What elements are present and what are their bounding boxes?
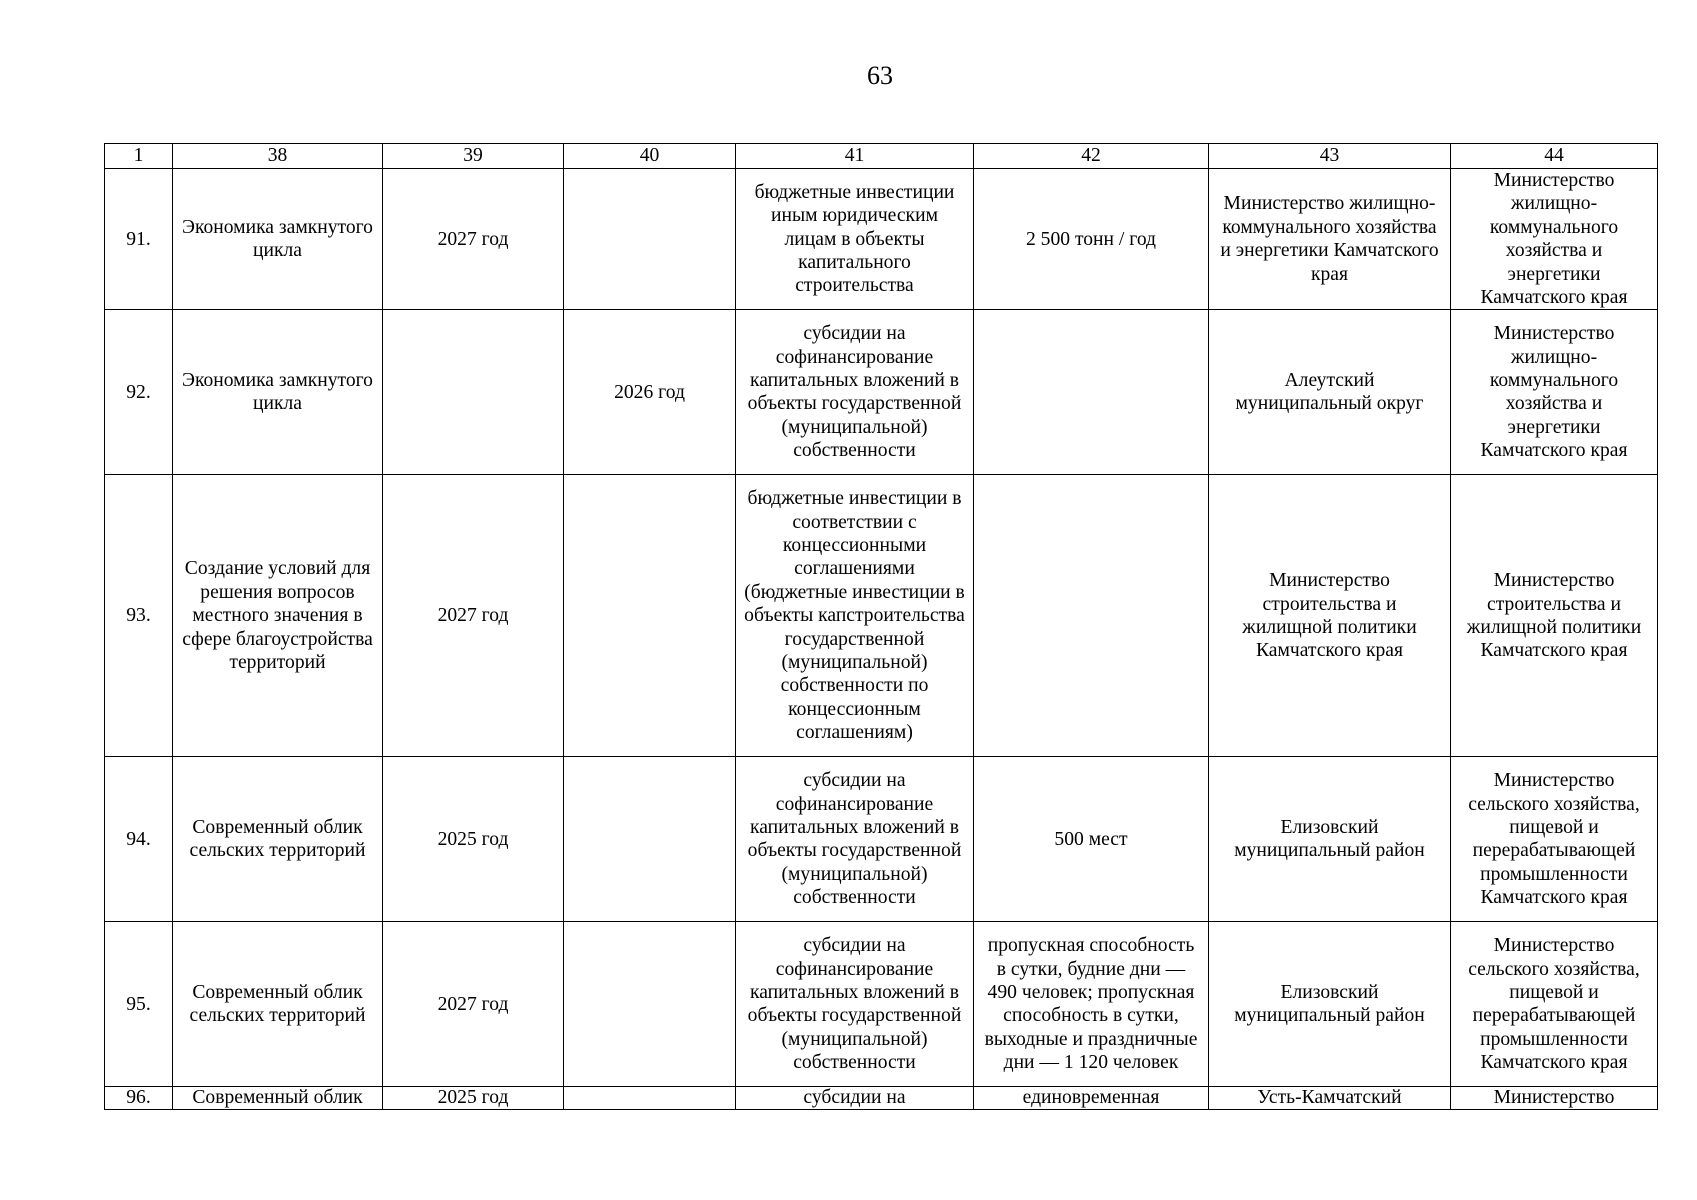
data-table-container — [104, 143, 1657, 1110]
table-cell: бюджетные инвестиции в соответствии с концессионными соглашениями (бюджетные инвестиции в объекты капстроительства государственной (муниципальной) собственности по концессионным соглашениям) — [736, 475, 974, 757]
table-cell — [564, 169, 736, 310]
column-header: 42 — [974, 144, 1209, 169]
table-cell: субсидии на — [736, 1087, 974, 1110]
table-cell: Создание условий для решения вопросов местного значения в сфере благоустройства территорий — [173, 475, 383, 757]
table-row — [105, 757, 1658, 922]
table-cell: 2025 год — [383, 1087, 564, 1110]
column-header: 43 — [1209, 144, 1451, 169]
table-header-row — [105, 144, 1658, 169]
table-cell: Современный облик сельских территорий — [173, 757, 383, 922]
table-cell: Елизовский муниципальный район — [1209, 922, 1451, 1087]
column-header: 1 — [105, 144, 173, 169]
table-row — [105, 310, 1658, 475]
table-cell: Современный облик — [173, 1087, 383, 1110]
table-cell: Министерство — [1451, 1087, 1658, 1110]
column-header: 40 — [564, 144, 736, 169]
table-cell — [564, 475, 736, 757]
table-cell: 2027 год — [383, 169, 564, 310]
table-cell: Елизовский муниципальный район — [1209, 757, 1451, 922]
data-table — [104, 143, 1658, 1110]
table-cell: Министерство жилищно-коммунального хозяйства и энергетики Камчатского края — [1209, 169, 1451, 310]
table-cell: 500 мест — [974, 757, 1209, 922]
table-cell: Министерство сельского хозяйства, пищевой и перерабатывающей промышленности Камчатского края — [1451, 922, 1658, 1087]
table-cell: Министерство строительства и жилищной политики Камчатского края — [1451, 475, 1658, 757]
column-header: 39 — [383, 144, 564, 169]
table-cell: Современный облик сельских территорий — [173, 922, 383, 1087]
table-cell: единовременная — [974, 1087, 1209, 1110]
table-cell: 2027 год — [383, 922, 564, 1087]
table-cell: 2026 год — [564, 310, 736, 475]
row-number-cell: 93. — [105, 475, 173, 757]
row-number-cell: 91. — [105, 169, 173, 310]
table-cell: Алеутский муниципальный округ — [1209, 310, 1451, 475]
table-cell: пропускная способность в сутки, будние дни — 490 человек; пропускная способность в сутки, выходные и праздничные дни — 1 120 человек — [974, 922, 1209, 1087]
table-row — [105, 169, 1658, 310]
row-number-cell: 92. — [105, 310, 173, 475]
table-cell: 2 500 тонн / год — [974, 169, 1209, 310]
table-cell: Министерство сельского хозяйства, пищевой и перерабатывающей промышленности Камчатского края — [1451, 757, 1658, 922]
column-header: 38 — [173, 144, 383, 169]
table-cell: Министерство жилищно-коммунального хозяйства и энергетики Камчатского края — [1451, 310, 1658, 475]
table-cell: Экономика замкнутого цикла — [173, 310, 383, 475]
table-cell: бюджетные инвестиции иным юридическим лицам в объекты капитального строительства — [736, 169, 974, 310]
table-row — [105, 922, 1658, 1087]
table-cell: субсидии на софинансирование капитальных вложений в объекты государственной (муниципальной) собственности — [736, 757, 974, 922]
table-cell — [564, 1087, 736, 1110]
page-number: 63 — [867, 61, 893, 90]
table-cell: субсидии на софинансирование капитальных вложений в объекты государственной (муниципальной) собственности — [736, 310, 974, 475]
row-number-cell: 94. — [105, 757, 173, 922]
table-cell: 2027 год — [383, 475, 564, 757]
column-header: 41 — [736, 144, 974, 169]
column-header: 44 — [1451, 144, 1658, 169]
table-row — [105, 1087, 1658, 1110]
table-cell: Усть-Камчатский — [1209, 1087, 1451, 1110]
table-cell — [974, 310, 1209, 475]
table-cell — [974, 475, 1209, 757]
row-number-cell: 95. — [105, 922, 173, 1087]
table-cell — [564, 922, 736, 1087]
table-cell — [564, 757, 736, 922]
table-cell: Министерство жилищно-коммунального хозяйства и энергетики Камчатского края — [1451, 169, 1658, 310]
row-number-cell: 96. — [105, 1087, 173, 1110]
table-cell: субсидии на софинансирование капитальных вложений в объекты государственной (муниципальной) собственности — [736, 922, 974, 1087]
table-cell: Экономика замкнутого цикла — [173, 169, 383, 310]
table-row — [105, 475, 1658, 757]
table-cell: Министерство строительства и жилищной политики Камчатского края — [1209, 475, 1451, 757]
table-cell: 2025 год — [383, 757, 564, 922]
table-cell — [383, 310, 564, 475]
